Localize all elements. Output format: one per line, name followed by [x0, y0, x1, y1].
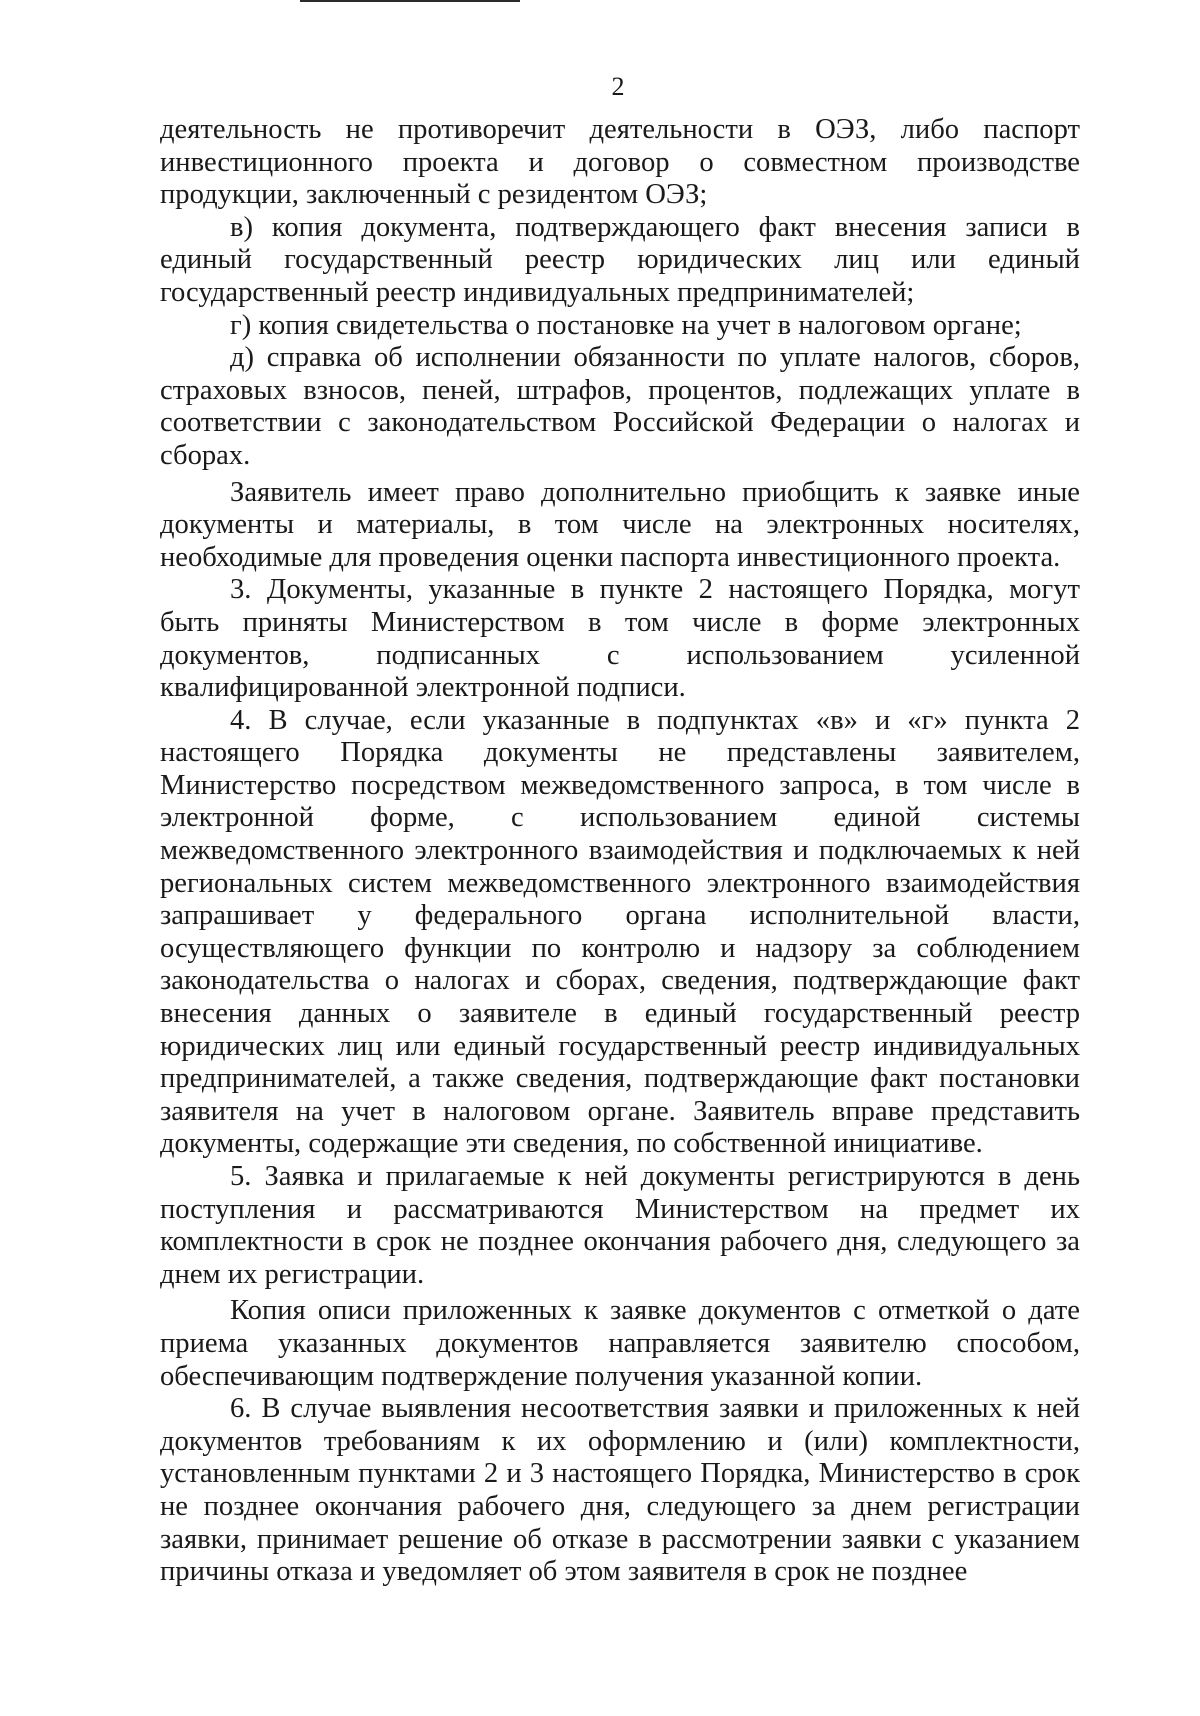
- paragraph-clause-3: 3. Документы, указанные в пункте 2 настоящего Порядка, могут быть приняты Министерством в том числе в форме электронных документов, подписанных с использованием усиленной квалифицированной электронной подписи.: [160, 574, 1080, 704]
- page-number: 2: [611, 72, 625, 101]
- paragraph-inventory-copy: Копия описи приложенных к заявке документов с отметкой о дате приема указанных документов направляется заявителю способом, обеспечивающим подтверждение получения указанной копии.: [160, 1295, 1080, 1392]
- paragraph-clause-5: 5. Заявка и прилагаемые к ней документы регистрируются в день поступления и рассматриваются Министерством на предмет их комплектности в срок не позднее окончания рабочего дня, следующего за днем их регистрации.: [160, 1161, 1080, 1290]
- paragraph-item-g: г) копия свидетельства о постановке на учет в налоговом органе;: [230, 309, 1022, 341]
- paragraph-clause-4: 4. В случае, если указанные в подпунктах «в» и «г» пункта 2 настоящего Порядка документы не представлены заявителем, Министерство посредством межведомственного запроса, в том числе в электронной форме, с использованием единой системы межведомственного электронного взаимодействия и подключаемых к ней региональных систем межведомственного электронного взаимодействия запрашивает у федерального органа исполнительной власти, осуществляющего функции по контролю и надзору за соблюдением законодательства о налогах и сборах, сведения, подтверждающие факт внесения данных о заявителе в единый государственный реестр юридических лиц или единый государственный реестр индивидуальных предпринимателей, а также сведения, подтверждающие факт постановки заявителя на учет в налоговом органе. Заявитель вправе представить документы, содержащие эти сведения, по собственной инициативе.: [160, 704, 1080, 1160]
- top-edge-line: [300, 0, 520, 2]
- paragraph-item-d: д) справка об исполнении обязанности по уплате налогов, сборов, страховых взносов, пеней, штрафов, процентов, подлежащих уплате в соответствии с законодательством Российской Федерации о налогах и сборах.: [160, 342, 1080, 471]
- paragraph-applicant-right: Заявитель имеет право дополнительно приобщить к заявке иные документы и материалы, в том числе на электронных носителях, необходимые для проведения оценки паспорта инвестиционного проекта.: [160, 476, 1080, 573]
- paragraph-continuation: деятельность не противоречит деятельности в ОЭЗ, либо паспорт инвестиционного проекта и договор о совместном производстве продукции, заключенный с резидентом ОЭЗ;: [160, 114, 1080, 211]
- paragraph-item-v: в) копия документа, подтверждающего факт внесения записи в единый государственный реестр юридических лиц или единый государственный реестр индивидуальных предпринимателей;: [160, 211, 1080, 308]
- paragraph-clause-6: 6. В случае выявления несоответствия заявки и приложенных к ней документов требованиям к их оформлению и (или) комплектности, установленным пунктами 2 и 3 настоящего Порядка, Министерство в срок не позднее окончания рабочего дня, следующего за днем регистрации заявки, принимает решение об отказе в рассмотрении заявки с указанием причины отказа и уведомляет об этом заявителя в срок не позднее: [160, 1393, 1080, 1588]
- body-text: [160, 114, 1080, 1589]
